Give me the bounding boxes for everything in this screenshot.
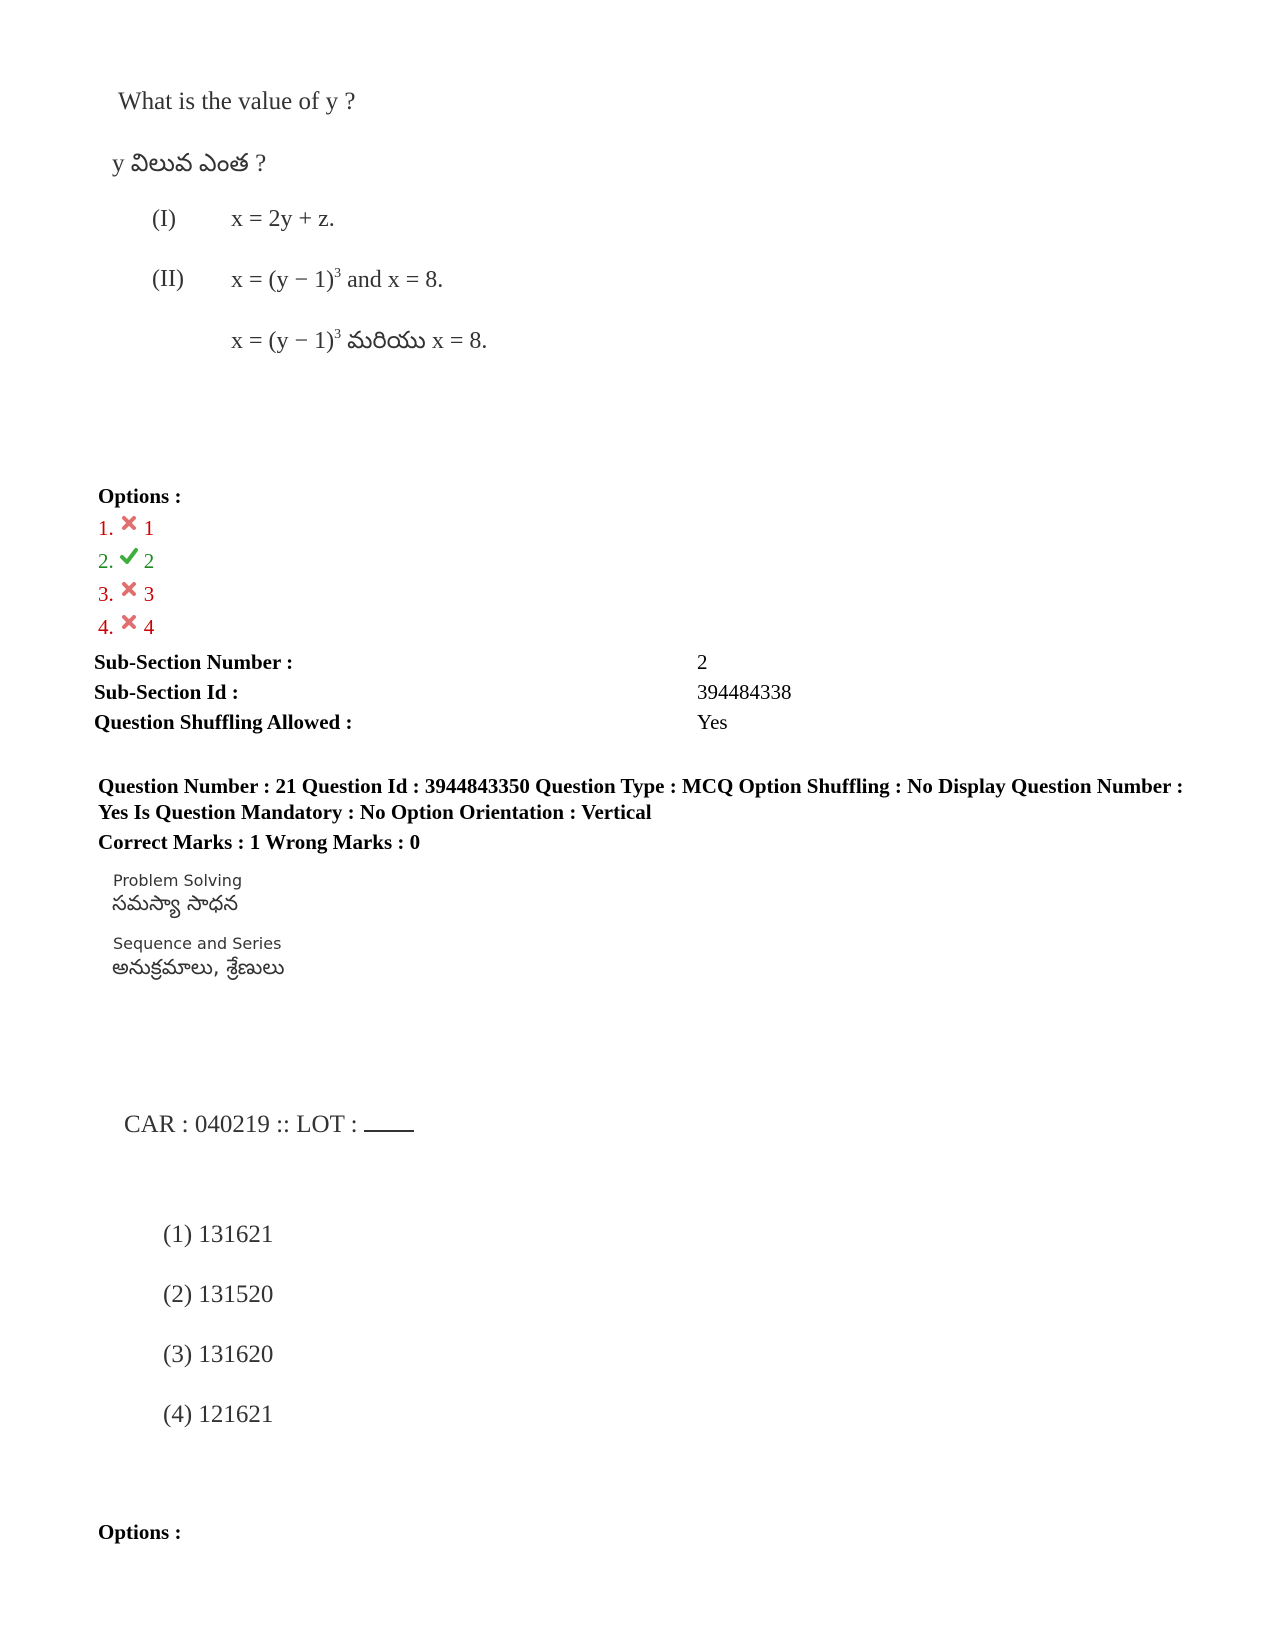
- options-heading: Options :: [98, 484, 182, 508]
- statement-label-1: (I): [152, 206, 176, 232]
- options-heading-q21: Options :: [98, 1520, 182, 1544]
- exponent: 3: [334, 266, 342, 281]
- analogy-prompt: [124, 1110, 414, 1139]
- answer-blank: [364, 1110, 414, 1132]
- statement-label-2: (II): [152, 266, 184, 292]
- option-3: [98, 582, 154, 607]
- statement-expression-2: [231, 266, 443, 294]
- topic-english: Problem Solving: [113, 871, 243, 890]
- question-text-english: What is the value of y ?: [118, 88, 356, 115]
- statement-expression-2-telugu: [231, 327, 487, 360]
- expression-main: x = (y − 1): [231, 267, 335, 293]
- check-icon: [120, 547, 138, 565]
- cross-icon: [120, 613, 138, 631]
- expression-tail: and x = 8.: [341, 267, 444, 293]
- exponent: 3: [334, 327, 342, 342]
- subsection-id-label: Sub-Section Id :: [94, 680, 239, 704]
- option-4: [98, 615, 154, 640]
- option-value: 1: [143, 516, 155, 540]
- subsection-number-value: 2: [697, 650, 708, 674]
- choice-4: (4) 121621: [163, 1401, 274, 1428]
- subsection-number-label: Sub-Section Number :: [94, 650, 294, 674]
- option-number: 1.: [98, 516, 114, 540]
- option-number: 2.: [98, 549, 114, 573]
- option-value: 3: [143, 582, 155, 606]
- option-value: 2: [143, 549, 155, 573]
- analogy-text: CAR : 040219 :: LOT :: [124, 1111, 364, 1138]
- choice-1: (1) 131621: [163, 1221, 274, 1248]
- statement-expression-1: x = 2y + z.: [231, 206, 335, 232]
- question-shuffling-label: Question Shuffling Allowed :: [94, 710, 353, 734]
- option-2: [98, 549, 154, 574]
- option-number: 3.: [98, 582, 114, 606]
- question-header: Question Number : 21 Question Id : 3944843350 Question Type : MCQ Option Shuffling : No Display Question Number : Yes Is Question Mandatory : No Option Orientation : Vertical: [98, 774, 1184, 824]
- subtopic-english: Sequence and Series: [113, 934, 282, 953]
- option-value: 4: [143, 615, 155, 639]
- subtopic-telugu: అనుక్రమాలు, శ్రేణులు: [112, 955, 285, 979]
- option-1: [98, 516, 154, 541]
- choice-3: (3) 131620: [163, 1341, 274, 1368]
- question-marks: Correct Marks : 1 Wrong Marks : 0: [98, 830, 421, 854]
- subsection-id-value: 394484338: [697, 680, 792, 704]
- option-number: 4.: [98, 615, 114, 639]
- expression-tail: మరియు x = 8.: [341, 328, 488, 354]
- question-text-telugu: y విలువ ఎంత ?: [112, 150, 267, 177]
- question-shuffling-value: Yes: [697, 710, 728, 734]
- choice-2: (2) 131520: [163, 1281, 274, 1308]
- cross-icon: [120, 514, 138, 532]
- cross-icon: [120, 580, 138, 598]
- expression-main: x = (y − 1): [231, 328, 335, 354]
- topic-telugu: సమస్యా సాధన: [112, 891, 239, 915]
